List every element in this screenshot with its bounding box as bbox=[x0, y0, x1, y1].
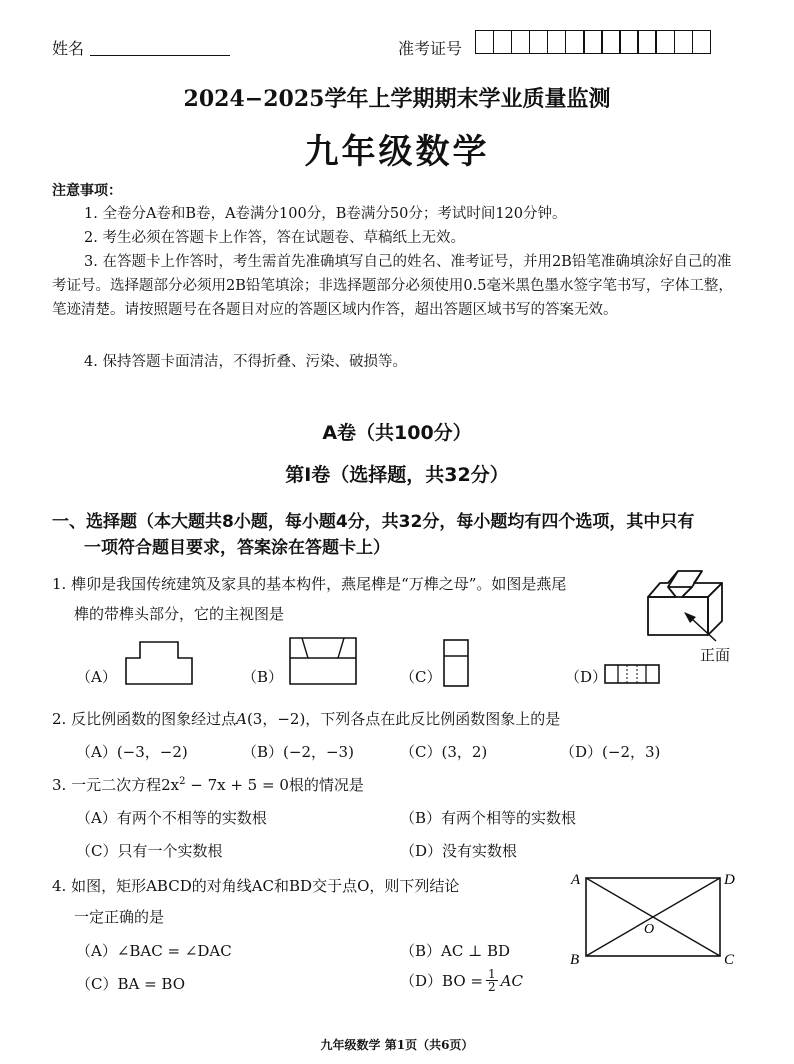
note-item: 2. 考生必须在答题卡上作答，答在试题卷、草稿纸上无效。 bbox=[84, 230, 465, 246]
exam-id-box[interactable] bbox=[511, 30, 531, 54]
exam-id-box[interactable] bbox=[601, 30, 621, 54]
name-field[interactable] bbox=[90, 55, 230, 56]
exam-id-box[interactable] bbox=[583, 30, 603, 54]
q1-option-c-shape bbox=[442, 638, 470, 688]
q3-stem bbox=[52, 774, 364, 795]
q1-option-d[interactable]: （D） bbox=[565, 668, 608, 686]
exam-id-box[interactable] bbox=[619, 30, 639, 54]
exam-id-box[interactable] bbox=[692, 30, 712, 54]
subject-title: 九年级数学 bbox=[304, 132, 490, 172]
vertex-d-label: D bbox=[724, 872, 735, 888]
q1-stem-line1: 1. 榫卯是我国传统建筑及家具的基本构件，燕尾榫是“万榫之母”。如图是燕尾 bbox=[52, 575, 567, 593]
exam-id-box[interactable] bbox=[493, 30, 513, 54]
q3-stem-end: − 7x + 5 = 0根的情况是 bbox=[185, 776, 364, 794]
section-1-line2: 一项符合题目要求，答案涂在答题卡上） bbox=[84, 538, 390, 558]
section-1-heading bbox=[52, 509, 742, 561]
q2-stem-end: (3，−2)，下列各点在此反比例函数图象上的是 bbox=[246, 710, 561, 728]
exam-id-box[interactable] bbox=[655, 30, 675, 54]
q2-option-b[interactable]: （B）(−2，−3) bbox=[242, 743, 354, 761]
q3-option-a[interactable]: （A）有两个不相等的实数根 bbox=[76, 809, 267, 827]
q4-option-a[interactable]: （A）∠BAC = ∠DAC bbox=[76, 942, 232, 960]
exam-id-box[interactable] bbox=[637, 30, 657, 54]
q1-option-b[interactable]: （B） bbox=[242, 668, 284, 686]
q1-option-a-shape bbox=[124, 640, 194, 686]
q4-option-d-fraction bbox=[486, 968, 498, 993]
q3-option-d[interactable]: （D）没有实数根 bbox=[400, 842, 518, 860]
q1-option-b-shape bbox=[288, 636, 358, 686]
notes-title: 注意事项： bbox=[52, 183, 122, 199]
point-o-label: O bbox=[644, 922, 655, 937]
section-1-line1: 一、选择题（本大题共8小题，每小题4分，共32分，每小题均有四个选项，其中只有 bbox=[52, 512, 695, 532]
q1-stem-line2: 榫的带榫头部分，它的主视图是 bbox=[74, 605, 285, 623]
q4-option-d[interactable] bbox=[400, 968, 523, 993]
q3-option-b[interactable]: （B）有两个相等的实数根 bbox=[400, 809, 577, 827]
fraction-denominator: 2 bbox=[487, 980, 496, 994]
q4-option-b[interactable]: （B）AC ⊥ BD bbox=[400, 942, 511, 960]
note-item: 1. 全卷分A卷和B卷，A卷满分100分，B卷满分50分；考试时间120分钟。 bbox=[84, 206, 567, 222]
q4-option-c[interactable]: （C）BA = BO bbox=[76, 975, 186, 993]
exam-id-box[interactable] bbox=[529, 30, 549, 54]
rectangle-abcd-figure bbox=[566, 866, 744, 970]
note-item: 3. 在答题卡上作答时，考生需首先准确填写自己的姓名、准考证号，并用2B铅笔准确填涂好自己的准考证号。选择题部分必须用2B铅笔填涂；非选择题部分必须使用0.5毫米黑色墨水签字笔书写，字体工整，笔迹清楚。请按照题号在各题目对应的答题区域内作答，超出答题区域书写的答案无效。 bbox=[52, 254, 733, 318]
note-item: 4. 保持答题卡面清洁，不得折叠、污染、破损等。 bbox=[84, 354, 407, 370]
q4-option-d-tail: AC bbox=[500, 971, 523, 990]
name-label: 姓名 bbox=[52, 39, 85, 58]
q2-option-a[interactable]: （A）(−3，−2) bbox=[76, 743, 188, 761]
volume-a-heading: A卷（共100分） bbox=[322, 422, 472, 444]
q1-option-a[interactable]: （A） bbox=[76, 668, 117, 686]
exam-id-boxes[interactable] bbox=[476, 30, 711, 54]
q2-stem-start: 2. 反比例函数的图象经过点 bbox=[52, 710, 237, 728]
part-1-heading: 第Ⅰ卷（选择题，共32分） bbox=[285, 464, 509, 486]
vertex-c-label: C bbox=[724, 952, 735, 968]
q3-stem-start: 3. 一元二次方程2x bbox=[52, 776, 180, 794]
vertex-b-label: B bbox=[570, 952, 580, 968]
q3-option-c[interactable]: （C）只有一个实数根 bbox=[76, 842, 223, 860]
page-footer: 九年级数学 第1页（共6页） bbox=[320, 1038, 474, 1052]
exam-id-box[interactable] bbox=[674, 30, 694, 54]
exam-title: 2024−2025学年上学期期末学业质量监测 bbox=[183, 86, 611, 112]
q2-option-d[interactable]: （D）(−2，3) bbox=[560, 743, 661, 761]
fraction-numerator: 1 bbox=[487, 967, 496, 981]
exam-id-box[interactable] bbox=[565, 30, 585, 54]
exam-id-box[interactable] bbox=[475, 30, 495, 54]
q4-option-d-text: （D）BO = bbox=[400, 972, 483, 990]
q2-point-label: A bbox=[236, 710, 247, 728]
q1-option-d-shape bbox=[604, 664, 660, 684]
vertex-a-label: A bbox=[571, 872, 581, 888]
q2-stem bbox=[52, 708, 560, 729]
exam-id-label: 准考证号 bbox=[398, 39, 463, 58]
q3-exponent: 2 bbox=[179, 776, 186, 787]
q4-stem-line2: 一定正确的是 bbox=[74, 908, 165, 926]
q2-option-c[interactable]: （C）(3，2) bbox=[400, 743, 488, 761]
q1-option-c[interactable]: （C） bbox=[400, 668, 442, 686]
exam-id-box[interactable] bbox=[547, 30, 567, 54]
q4-stem-line1: 4. 如图，矩形ABCD的对角线AC和BD交于点O，则下列结论 bbox=[52, 877, 460, 895]
front-view-caption: 正面 bbox=[700, 646, 731, 664]
